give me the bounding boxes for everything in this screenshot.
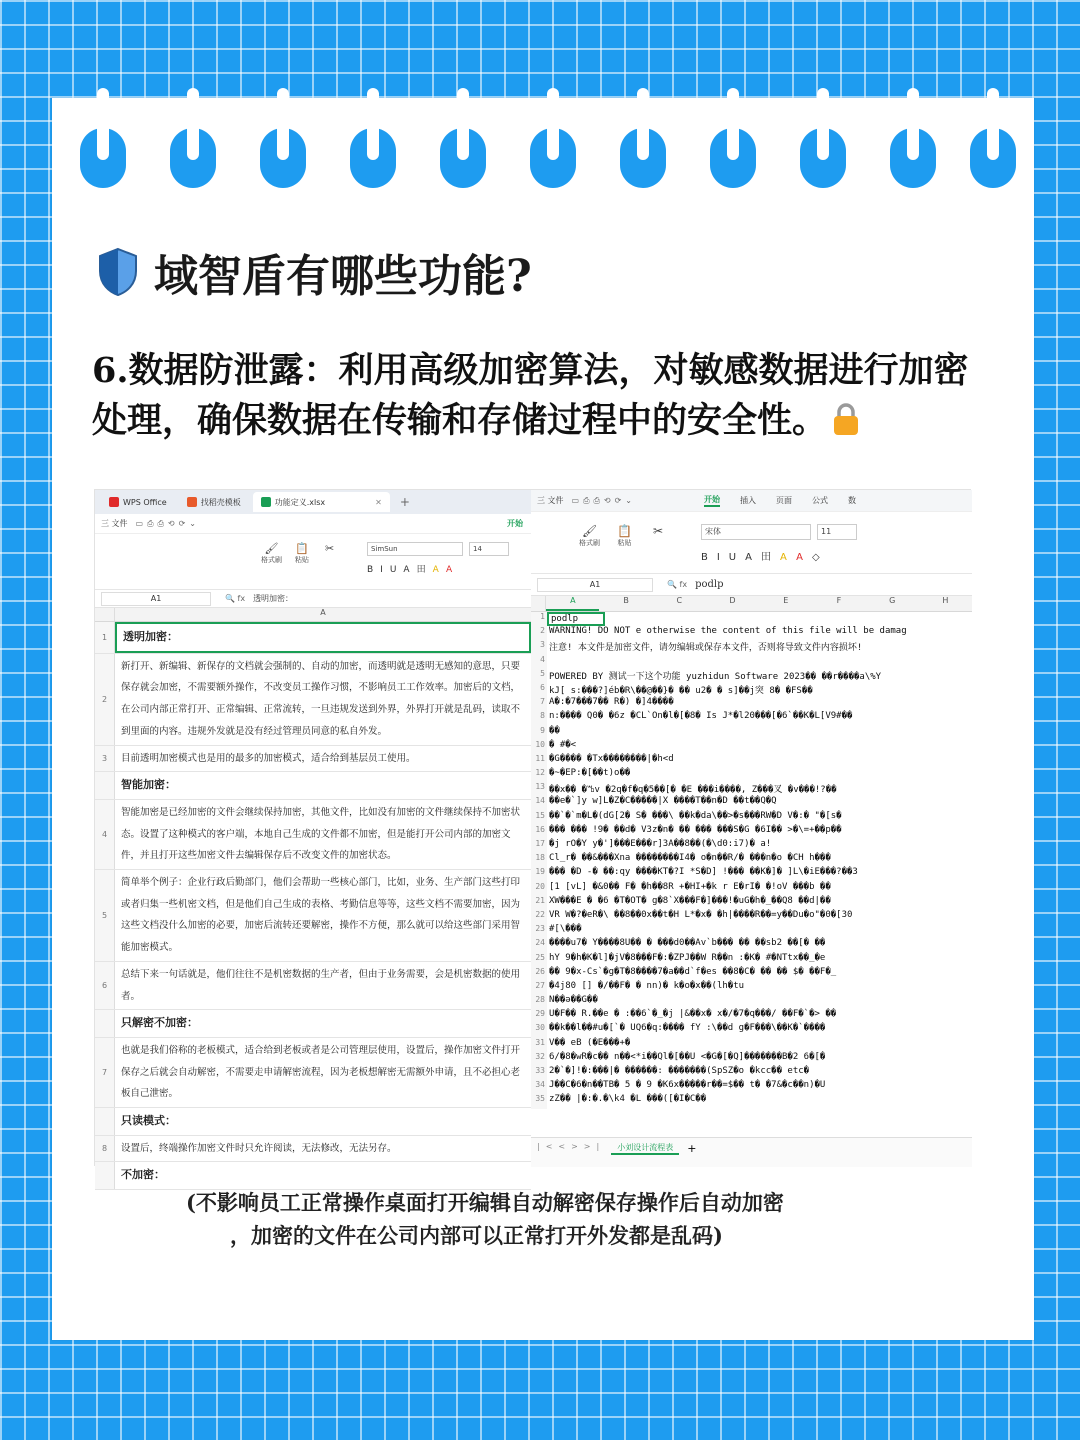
row-number[interactable]: [95, 1108, 115, 1135]
right-sheet-rows: [531, 612, 972, 1109]
row-number[interactable]: 15: [531, 811, 547, 825]
table-row[interactable]: [95, 870, 531, 962]
row-number[interactable]: 32: [531, 1052, 547, 1066]
cell[interactable]: [115, 1108, 531, 1135]
row-number[interactable]: 14: [531, 796, 547, 810]
cell[interactable]: VR W�?�eR�\ ��8��0x��t�H L*�x� �h|����R��=y��Du�o"�0�[30: [549, 909, 853, 920]
right-menu-formula[interactable]: 公式: [812, 496, 829, 505]
title-row: [96, 240, 532, 304]
cell[interactable]: podlp: [547, 612, 605, 626]
cell[interactable]: �j rO�Y y�']���E���r]3A��8��(�\d0:i7)� a!: [549, 839, 772, 849]
column-header-cell[interactable]: G: [889, 596, 896, 605]
row-number[interactable]: 25: [531, 953, 547, 967]
table-row[interactable]: [531, 1038, 972, 1052]
screenshot-composite: [94, 489, 971, 1182]
quick-access-icons[interactable]: ▭⎙⎙⟲⟳⌄: [135, 518, 201, 528]
right-menu-page[interactable]: 页面: [776, 496, 793, 505]
row-number[interactable]: 4: [531, 655, 547, 669]
font-size-select[interactable]: 14: [469, 542, 509, 556]
cell[interactable]: 智能加密是已经加密的文件会继续保持加密，其他文件，比如没有加密的文件继续保持不加密状态。设置了这种模式的客户端，本地自己生成的文件都不加密，但是能打开公司内部的加密文件，并且打开这些加密文件去编辑保存后不改变文件的加密状态。: [121, 806, 521, 862]
cell[interactable]: [1 [vL] �&0�� F� �h��8R +�HI+�k r E�rI� �!oV ���b ��: [549, 881, 831, 892]
ribbon: [95, 534, 531, 590]
row-number[interactable]: 11: [531, 754, 547, 768]
right-quick-access-icons[interactable]: ▭⎙⎙⟲⟳⌄: [571, 495, 637, 505]
right-column-header: [531, 596, 972, 612]
right-menu-data[interactable]: 数: [848, 496, 857, 505]
cell-heading: 智能加密：: [121, 778, 176, 792]
cell[interactable]: [115, 622, 531, 653]
table-row[interactable]: [531, 853, 972, 867]
table-row[interactable]: [531, 697, 972, 711]
caption-line-2: ，加密的文件在公司内部可以正常打开外发都是乱码): [230, 1223, 723, 1248]
cell[interactable]: 6/�8�wR�c�� n��<*i��Ql�[��U <�G�[�Q]�������B�2 6�[�: [549, 1051, 826, 1062]
cell[interactable]: ����u7� Y����8U�� � ���d0��Av`b��� �� ��sb2 ��[� ��: [549, 938, 826, 949]
right-paste-button[interactable]: 📋 粘贴: [617, 524, 632, 547]
table-row[interactable]: [95, 1108, 531, 1136]
row-number[interactable]: 33: [531, 1066, 547, 1080]
cell-heading: 只读模式：: [121, 1114, 176, 1128]
cell[interactable]: Cl_r� ��&���Xna ��������I4� o�n��R/� ���n�o �CH h���: [549, 853, 831, 864]
row-number[interactable]: 2: [531, 626, 547, 640]
column-header-cell[interactable]: E: [783, 596, 789, 605]
feature-description: [92, 346, 992, 446]
cell[interactable]: ��� ��� !9� ��d� V3z�n� �� ��� ���S�G �6I�� >�\=+��p��: [549, 824, 842, 835]
row-number[interactable]: 31: [531, 1038, 547, 1052]
binder-holes: [52, 128, 1034, 188]
row-number[interactable]: 5: [95, 870, 115, 961]
cell[interactable]: N��ə��G��: [549, 995, 598, 1006]
table-row[interactable]: [531, 626, 972, 640]
row-number[interactable]: 30: [531, 1023, 547, 1037]
right-window: [531, 490, 972, 1167]
row-number[interactable]: 22: [531, 910, 547, 924]
row-number[interactable]: 35: [531, 1094, 547, 1108]
right-formula-bar: [531, 574, 972, 596]
table-row[interactable]: [531, 1066, 972, 1080]
row-number[interactable]: 8: [531, 711, 547, 725]
column-header: [95, 608, 531, 622]
row-number[interactable]: 29: [531, 1009, 547, 1023]
table-row[interactable]: [531, 1023, 972, 1037]
table-row[interactable]: [95, 772, 531, 800]
row-number[interactable]: 2: [95, 654, 115, 745]
cell[interactable]: kJ[ s:���?]éb�R\��@��}� �� u2� � s]��j突 8� �FS��: [549, 685, 813, 696]
right-font-size-select[interactable]: 11: [817, 524, 857, 540]
row-number[interactable]: 10: [531, 740, 547, 754]
sheet-nav-arrows[interactable]: |<<>>|: [537, 1142, 606, 1151]
cell-heading: 透明加密：: [123, 630, 178, 643]
cell[interactable]: � #�<: [549, 739, 577, 750]
cut-icon[interactable]: ✂: [325, 542, 335, 555]
cell[interactable]: �G���� �Tx��������|�h<d: [549, 753, 674, 764]
right-menu-bar: [531, 490, 972, 512]
column-header-cell[interactable]: H: [942, 596, 949, 605]
cell[interactable]: 简单举个例子：企业行政后勤部门，他们会帮助一些核心部门，比如，业务、生产部门这些打印或者归集一些机密文档，但是他们自己生成的表格、考勤信息等等，这些文档不需要加密，因为这些文档没什么加密的必要，加密后流转还要解密，操作不方便，那么就可以给这些部门采用智能加密模式。: [121, 877, 521, 954]
row-number[interactable]: [95, 1010, 115, 1037]
column-header-cell[interactable]: C: [676, 596, 683, 605]
table-row[interactable]: [531, 669, 972, 683]
cell[interactable]: J��C�6�n��TB� 5 � 9 �K6x�����r��=$�� t� �7&�c��n)�U: [549, 1080, 826, 1091]
row-number[interactable]: 27: [531, 981, 547, 995]
cell[interactable]: 注意! 本文件是加密文件，请勿编辑或保存本文件，否则将导致文件内容损坏!: [549, 643, 863, 654]
wps-icon: [109, 497, 119, 507]
cell[interactable]: #[\���: [549, 924, 582, 935]
row-number[interactable]: 34: [531, 1080, 547, 1094]
cell-heading: 只解密不加密：: [121, 1016, 198, 1030]
add-tab-icon[interactable]: +: [399, 495, 410, 509]
format-painter-button[interactable]: 🖌 格式刷: [261, 542, 282, 564]
table-row[interactable]: [531, 1009, 972, 1023]
table-row[interactable]: [531, 896, 972, 910]
page-title: 域智盾有哪些功能?: [154, 251, 532, 302]
column-header-cell[interactable]: B: [623, 596, 629, 605]
column-a-header[interactable]: A: [320, 608, 326, 617]
cell[interactable]: 目前透明加密模式也是用的最多的加密模式，适合给到基层员工使用。: [121, 752, 416, 764]
template-icon: [187, 497, 197, 507]
cell[interactable]: ��� �D -� ��:qy ����KT�?I *S�D] !��� ��K�]� ]L\�iE���?��3: [549, 867, 858, 878]
table-row[interactable]: [95, 746, 531, 773]
row-number[interactable]: 26: [531, 967, 547, 981]
row-number[interactable]: 13: [531, 782, 547, 796]
cell[interactable]: XW���E � �6 �T�OT� g�8`X���F�]���!�uG�h�_��Q8 ��d|��: [549, 895, 831, 906]
tab-bar: [95, 490, 531, 514]
row-number[interactable]: 3: [531, 640, 547, 654]
right-formula-input[interactable]: podlp: [695, 579, 724, 590]
font-select[interactable]: SimSun: [367, 542, 463, 556]
row-number[interactable]: 12: [531, 768, 547, 782]
table-row[interactable]: [531, 867, 972, 881]
column-header-cell[interactable]: A: [546, 596, 599, 611]
row-number[interactable]: 9: [531, 726, 547, 740]
row-number[interactable]: 21: [531, 896, 547, 910]
column-header-cell[interactable]: D: [729, 596, 736, 605]
left-window: [95, 490, 532, 1182]
cell[interactable]: U�F�� R.��e � :��6`�_�j |&��x� x�/�7�q���/ ��F�`�> ��: [549, 1009, 837, 1020]
row-number[interactable]: 7: [531, 697, 547, 711]
table-row[interactable]: [95, 1136, 531, 1163]
column-header-cell[interactable]: F: [836, 596, 842, 605]
cell[interactable]: 也就是我们俗称的老板模式，适合给到老板或者是公司管理层使用，设置后，操作加密文件打开保存之后就会自动解密，不需要走申请解密流程，因为老板想解密无需额外申请，且不必担心老板自己泄密。: [121, 1044, 521, 1100]
right-fx-icon[interactable]: 🔍 fx: [667, 580, 688, 589]
row-number[interactable]: 4: [95, 800, 115, 869]
row-number[interactable]: 18: [531, 853, 547, 867]
table-row[interactable]: [531, 1080, 972, 1094]
table-row[interactable]: [531, 882, 972, 896]
row-number[interactable]: 24: [531, 938, 547, 952]
table-row[interactable]: [531, 754, 972, 768]
menu-bar: [95, 514, 531, 534]
name-box[interactable]: A1: [101, 592, 211, 606]
table-row[interactable]: [531, 924, 972, 938]
cell-heading: 不加密：: [121, 1168, 165, 1182]
sheet-icon: [261, 497, 271, 507]
cell[interactable]: [115, 772, 531, 799]
table-row[interactable]: [95, 1038, 531, 1108]
row-number[interactable]: 23: [531, 924, 547, 938]
row-number[interactable]: 5: [531, 669, 547, 683]
sheet-tab-bar: [531, 1137, 972, 1167]
right-name-box[interactable]: A1: [537, 578, 653, 592]
right-font-select[interactable]: 宋体: [701, 524, 811, 540]
cell[interactable]: POWERED BY 测试一下这个功能 yuzhidun Software 2023�� ��r����a\%Y: [549, 671, 882, 682]
table-row[interactable]: [95, 962, 531, 1010]
fx-icon[interactable]: 🔍 fx: [225, 594, 246, 603]
tab-wps-office[interactable]: WPS Office: [101, 492, 175, 512]
cell[interactable]: n:���� Q0� �6z �CL`On�l�[�8� Is J*�l20���[�6`��K�L[V9#��: [549, 711, 853, 722]
table-row[interactable]: [531, 683, 972, 697]
right-format-painter-button[interactable]: 🖌 格式刷: [579, 524, 600, 547]
left-sheet-rows: [95, 622, 531, 1190]
right-format-buttons[interactable]: BIUA田AA◇: [701, 552, 829, 563]
table-row[interactable]: [531, 612, 972, 626]
tab-spreadsheet[interactable]: 功能定义.xlsx ✕: [253, 492, 390, 512]
table-row[interactable]: [531, 782, 972, 796]
row-number[interactable]: 16: [531, 825, 547, 839]
cell[interactable]: 新打开、新编辑、新保存的文档就会强制的、自动的加密，而透明就是透明无感知的意思，只要保存就会加密，不需要额外操作，不改变员工操作习惯，不影响员工工作效率。加密后的文档，在公司内部正常打开、正常编辑、正常流转，一旦违规发送到外界，外界打开就是乱码，读取不到里面的内容。违规外发就是没有经过管理员同意的私自外发。: [121, 660, 521, 737]
row-number[interactable]: [95, 772, 115, 799]
tab-template[interactable]: 找稻壳模板: [179, 492, 249, 512]
row-number[interactable]: 8: [95, 1136, 115, 1162]
shield-icon: [96, 247, 140, 297]
table-row[interactable]: [531, 910, 972, 924]
table-row[interactable]: [531, 768, 972, 782]
right-cut-icon[interactable]: ✂: [653, 524, 664, 538]
table-row[interactable]: [95, 800, 531, 870]
table-row[interactable]: [531, 640, 972, 654]
sheet-tab[interactable]: 小刘设计流程表: [611, 1142, 679, 1155]
table-row[interactable]: [95, 654, 531, 746]
row-number[interactable]: 7: [95, 1038, 115, 1107]
table-row[interactable]: [531, 938, 972, 952]
table-row[interactable]: [95, 1010, 531, 1038]
row-number[interactable]: 3: [95, 746, 115, 772]
paste-button[interactable]: 📋 粘贴: [295, 542, 309, 564]
right-menu-home[interactable]: 开始: [704, 494, 720, 507]
menu-file[interactable]: 三 文件: [101, 519, 128, 528]
lock-icon: [833, 402, 859, 436]
row-number[interactable]: 6: [531, 683, 547, 697]
caption: [100, 1186, 980, 1252]
right-menu-file[interactable]: 三 文件: [537, 496, 564, 505]
table-row[interactable]: [531, 953, 972, 967]
cell[interactable]: ��e�`]y w]L�Z�C�����|X ����T��n�D ��t��Q�Q: [549, 796, 777, 807]
row-number[interactable]: 28: [531, 995, 547, 1009]
right-menu-insert[interactable]: 插入: [740, 496, 757, 505]
cell[interactable]: 总结下来一句话就是，他们往往不是机密数据的生产者，但由于业务需要，会是机密数据的使用者。: [121, 968, 521, 1002]
table-row[interactable]: [531, 981, 972, 995]
row-number[interactable]: 17: [531, 839, 547, 853]
table-row[interactable]: [531, 1094, 972, 1108]
cell[interactable]: �4j80 [] �/��F� � nn)� k�o�x��(lh�tu: [549, 980, 745, 991]
table-row[interactable]: [531, 655, 972, 669]
table-row[interactable]: [531, 811, 972, 825]
right-ribbon: [531, 512, 972, 574]
row-number[interactable]: 1: [95, 622, 115, 653]
feature-description-text: 6.数据防泄露：利用高级加密算法，对敏感数据进行加密处理，确保数据在传输和存储过程中的安全性。: [92, 350, 969, 441]
table-row[interactable]: [531, 839, 972, 853]
cell[interactable]: [547, 655, 549, 669]
cell[interactable]: ��: [549, 725, 560, 736]
cell[interactable]: WARNING! DO NOT e otherwise the content of this file will be damag: [549, 626, 907, 637]
cell[interactable]: V�� eB (�E���+�: [549, 1037, 631, 1048]
table-row[interactable]: [531, 740, 972, 754]
formula-bar: [95, 590, 531, 608]
table-row[interactable]: [95, 622, 531, 654]
cell[interactable]: ��`�`m�L�(dG[2� S� ���\ ��k�da\��>�s���RW�D V�:� "�[s�: [549, 810, 842, 821]
table-row[interactable]: [531, 726, 972, 740]
cell[interactable]: [115, 1010, 531, 1037]
row-number[interactable]: 6: [95, 962, 115, 1009]
menu-home[interactable]: 开始: [507, 519, 523, 528]
cell[interactable]: 设置后，终端操作加密文件时只允许阅读，无法修改，无法另存。: [121, 1142, 397, 1154]
table-row[interactable]: [531, 711, 972, 725]
cell[interactable]: �� 9�x-Cs`�g�T�8����7�a��d`f�es ��8�C� �� �� $� ��F�_: [549, 966, 837, 977]
cell[interactable]: �~�EP:�[��t)o��: [549, 768, 631, 779]
table-row[interactable]: [531, 967, 972, 981]
row-number[interactable]: 1: [531, 612, 547, 626]
format-buttons[interactable]: BIUA田AA: [367, 565, 460, 575]
table-row[interactable]: [531, 796, 972, 810]
cell[interactable]: ��k��l��#u�[`� UQ6�q:���� fY :\��d g�F���\��K�`����: [549, 1023, 826, 1034]
row-number[interactable]: 19: [531, 867, 547, 881]
table-row[interactable]: [531, 1052, 972, 1066]
caption-line-1: (不影响员工正常操作桌面打开编辑自动解密保存操作后自动加密: [186, 1190, 784, 1215]
cell[interactable]: A�:�7���7�� R�) �]4����: [549, 697, 674, 708]
table-row[interactable]: [531, 825, 972, 839]
cell[interactable]: ��x�� �ꕰv �2q�f�q�5��[� �E ���i����, Z���叉 �v���!?��: [549, 785, 837, 796]
cell[interactable]: 2�`�]!�:���|� ������: �������(SpSZ�o �kcc�� etc�: [549, 1066, 810, 1076]
row-number[interactable]: 20: [531, 882, 547, 896]
cell[interactable]: zZ�� |�:�.�\k4 �L ���([�I�C��: [549, 1094, 707, 1105]
table-row[interactable]: [531, 995, 972, 1009]
cell[interactable]: hY 9�h�K�l]�jV�8���F�:�ZPJ��W R��n :�K� #�NTtx��_�e: [549, 952, 826, 963]
close-icon[interactable]: ✕: [375, 497, 382, 507]
add-sheet-icon[interactable]: +: [687, 1142, 697, 1155]
formula-input[interactable]: 透明加密：: [253, 594, 294, 603]
